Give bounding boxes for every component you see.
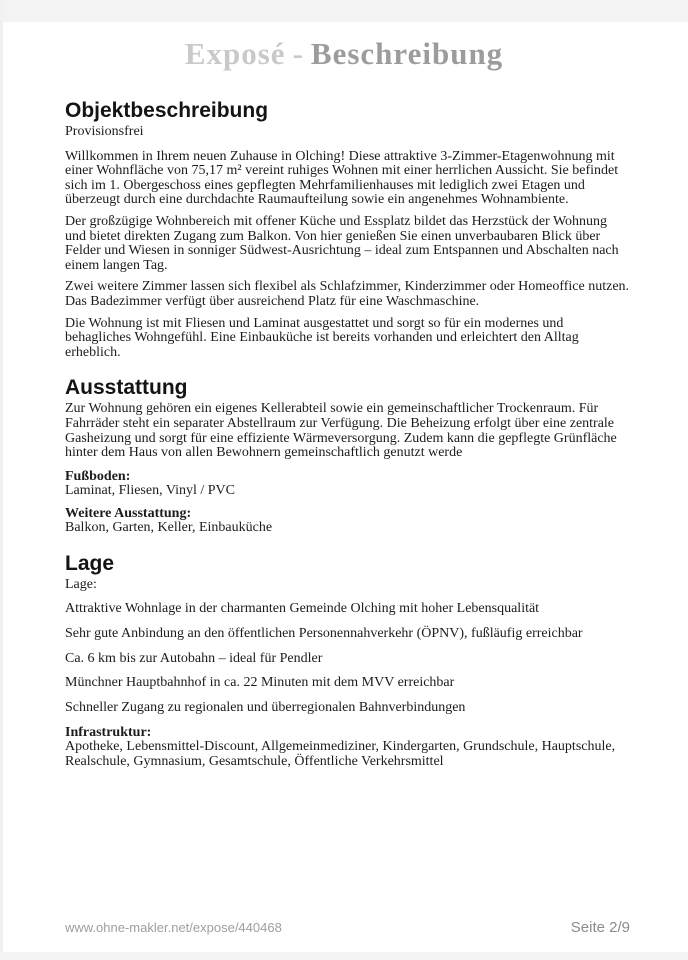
field-value: Balkon, Garten, Keller, Einbauküche: [65, 520, 273, 536]
paragraph: Der großzügige Wohnbereich mit offener Küche und Essplatz bildet das Herzstück der Wohnung und bietet direkten Zugang zum Balkon. Von hier genießen Sie einen unverbaubaren Blick über Felder und Wiesen in sonniger Südwest-Ausrichtung – ideal zum Entspannen und Abschalten nach einem langen Tag.: [65, 213, 619, 273]
paragraph: Willkommen in Ihrem neuen Zuhause in Olching! Diese attraktive 3-Zimmer-Etagenwohnung mit einer Wohnfläche von 75,17 m² vereint ruhiges Wohnen mit einer herrlichen Aussicht. Sie befindet sich im 1. Obergeschoss eines gepflegten Mehrfamilienhauses mit lediglich zwei Etagen und überzeugt durch eine durchdachte Raumaufteilung sowie ein angenehmes Wohnambiente.: [65, 148, 619, 208]
page-left-edge: [0, 0, 3, 960]
field-label: Fußboden:: [65, 468, 131, 484]
field-value: Laminat, Fliesen, Vinyl / PVC: [65, 482, 236, 498]
title-light-part: Exposé: [184, 36, 286, 71]
footer-page-indicator: Seite 2/9: [570, 919, 630, 936]
field-infrastruktur: [65, 725, 630, 769]
lage-line: Sehr gute Anbindung an den öffentlichen Personennahverkehr (ÖPNV), fußläufig erreichbar: [65, 626, 583, 642]
page-top-edge: [0, 0, 688, 22]
lage-line: Ca. 6 km bis zur Autobahn – ideal für Pendler: [65, 650, 323, 666]
paragraph: Die Wohnung ist mit Fliesen und Laminat ausgestattet und sorgt so für ein modernes und behagliches Wohngefühl. Eine Einbauküche ist bereits vorhanden und erleichtert den Alltag erheblich.: [65, 315, 579, 360]
section-ausstattung: [65, 376, 630, 536]
field-label: Weitere Ausstattung:: [65, 506, 192, 522]
section-lage: [65, 552, 630, 770]
field-label: Infrastruktur:: [65, 725, 152, 741]
lage-line: Schneller Zugang zu regionalen und überregionalen Bahnverbindungen: [65, 699, 466, 715]
field-value: Apotheke, Lebensmittel-Discount, Allgemeinmediziner, Kindergarten, Grundschule, Hauptschule, Realschule, Gymnasium, Gesamtschule, Öffentliche Verkehrsmittel: [65, 739, 616, 770]
section-heading-objektbeschreibung: Objektbeschreibung: [65, 99, 269, 122]
title-separator: -: [292, 36, 304, 71]
section-objektbeschreibung: [65, 99, 630, 360]
lage-line: Attraktive Wohnlage in der charmanten Gemeinde Olching mit hoher Lebensqualität: [65, 601, 540, 617]
footer-url[interactable]: www.ohne-makler.net/expose/440468: [65, 920, 282, 935]
paragraph: Zwei weitere Zimmer lassen sich flexibel als Schlafzimmer, Kinderzimmer oder Homeoffice nutzen. Das Badezimmer verfügt über ausreichend Platz für eine Waschmaschine.: [65, 279, 630, 309]
subheading-lage: Lage:: [65, 576, 97, 592]
section-heading-ausstattung: Ausstattung: [65, 376, 188, 400]
lage-line: Münchner Hauptbahnhof in ca. 22 Minuten mit dem MVV erreichbar: [65, 675, 455, 691]
section-heading-lage: Lage: [65, 551, 115, 575]
field-weitere-ausstattung: [65, 506, 630, 536]
page-bottom-edge: [0, 952, 688, 960]
field-fussboden: [65, 469, 630, 499]
subheading-provisionsfrei: Provisionsfrei: [65, 124, 144, 139]
page-footer: [65, 919, 630, 936]
title-dark-part: Beschreibung: [310, 36, 504, 71]
document-body: [0, 99, 688, 770]
paragraph: Zur Wohnung gehören ein eigenes Kellerabteil sowie ein gemeinschaftlicher Trockenraum. Für Fahrräder steht ein separater Abstellraum zur Verfügung. Die Beheizung erfolgt über eine zentrale Gasheizung und sorgt für eine effiziente Wärmeversorgung. Zudem kann die gepflegte Grünfläche hinter dem Haus von allen Bewohnern gemeinschaftlich genutzt werde: [65, 401, 617, 461]
